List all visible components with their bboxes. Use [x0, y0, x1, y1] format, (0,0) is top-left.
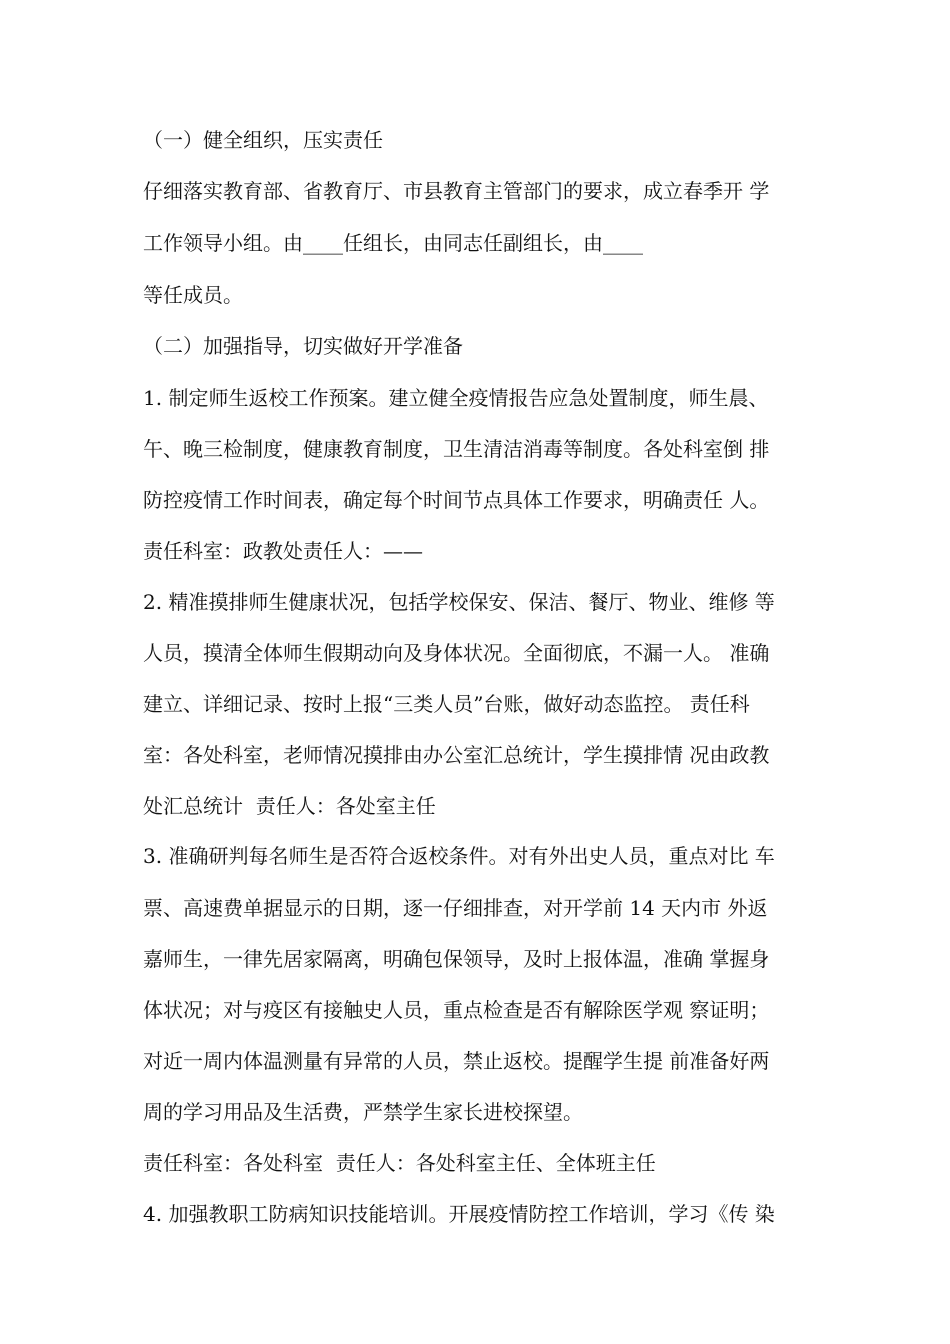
paragraph-line: 处汇总统计 责任人：各处室主任	[143, 794, 436, 818]
paragraph-line: 嘉师生，一律先居家隔离，明确包保领导，及时上报体温，准确 掌握身	[143, 947, 770, 971]
paragraph-line: 4. 加强教职工防病知识技能培训。开展疫情防控工作培训，学习《传 染	[143, 1202, 775, 1226]
paragraph-line: 周的学习用品及生活费，严禁学生家长进校探望。	[143, 1100, 583, 1124]
paragraph-line: 票、高速费单据显示的日期，逐一仔细排查，对开学前 14 天内市 外返	[143, 896, 768, 920]
paragraph-line: 建立、详细记录、按时上报“三类人员”台账，做好动态监控。 责任科	[143, 692, 750, 716]
section-heading-2: （二）加强指导，切实做好开学准备	[143, 334, 463, 358]
paragraph-line: 仔细落实教育部、省教育厅、市县教育主管部门的要求，成立春季开 学	[143, 179, 770, 203]
paragraph-line: 体状况；对与疫区有接触史人员，重点检查是否有解除医学观 察证明；	[143, 998, 770, 1022]
paragraph-line: 人员，摸清全体师生假期动向及身体状况。全面彻底，不漏一人。 准确	[143, 641, 770, 665]
paragraph-line: 责任科室：各处科室 责任人：各处科室主任、全体班主任	[143, 1151, 656, 1175]
paragraph-line: 责任科室：政教处责任人：——	[143, 539, 423, 563]
paragraph-line: 2. 精准摸排师生健康状况，包括学校保安、保洁、餐厅、物业、维修 等	[143, 590, 775, 614]
paragraph-line: 室：各处科室，老师情况摸排由办公室汇总统计，学生摸排情 况由政教	[143, 743, 770, 767]
paragraph-line: 防控疫情工作时间表，确定每个时间节点具体工作要求，明确责任 人。	[143, 488, 770, 512]
paragraph-line: 1. 制定师生返校工作预案。建立健全疫情报告应急处置制度，师生晨、	[143, 386, 769, 410]
section-heading-1: （一）健全组织，压实责任	[143, 128, 383, 152]
paragraph-line: 等任成员。	[143, 283, 243, 307]
paragraph-line: 工作领导小组。由____任组长，由同志任副组长，由____	[143, 231, 643, 255]
paragraph-line: 3. 准确研判每名师生是否符合返校条件。对有外出史人员，重点对比 车	[143, 844, 775, 868]
paragraph-line: 对近一周内体温测量有异常的人员，禁止返校。提醒学生提 前准备好两	[143, 1049, 770, 1073]
paragraph-line: 午、晚三检制度，健康教育制度，卫生清洁消毒等制度。各处科室倒 排	[143, 437, 770, 461]
